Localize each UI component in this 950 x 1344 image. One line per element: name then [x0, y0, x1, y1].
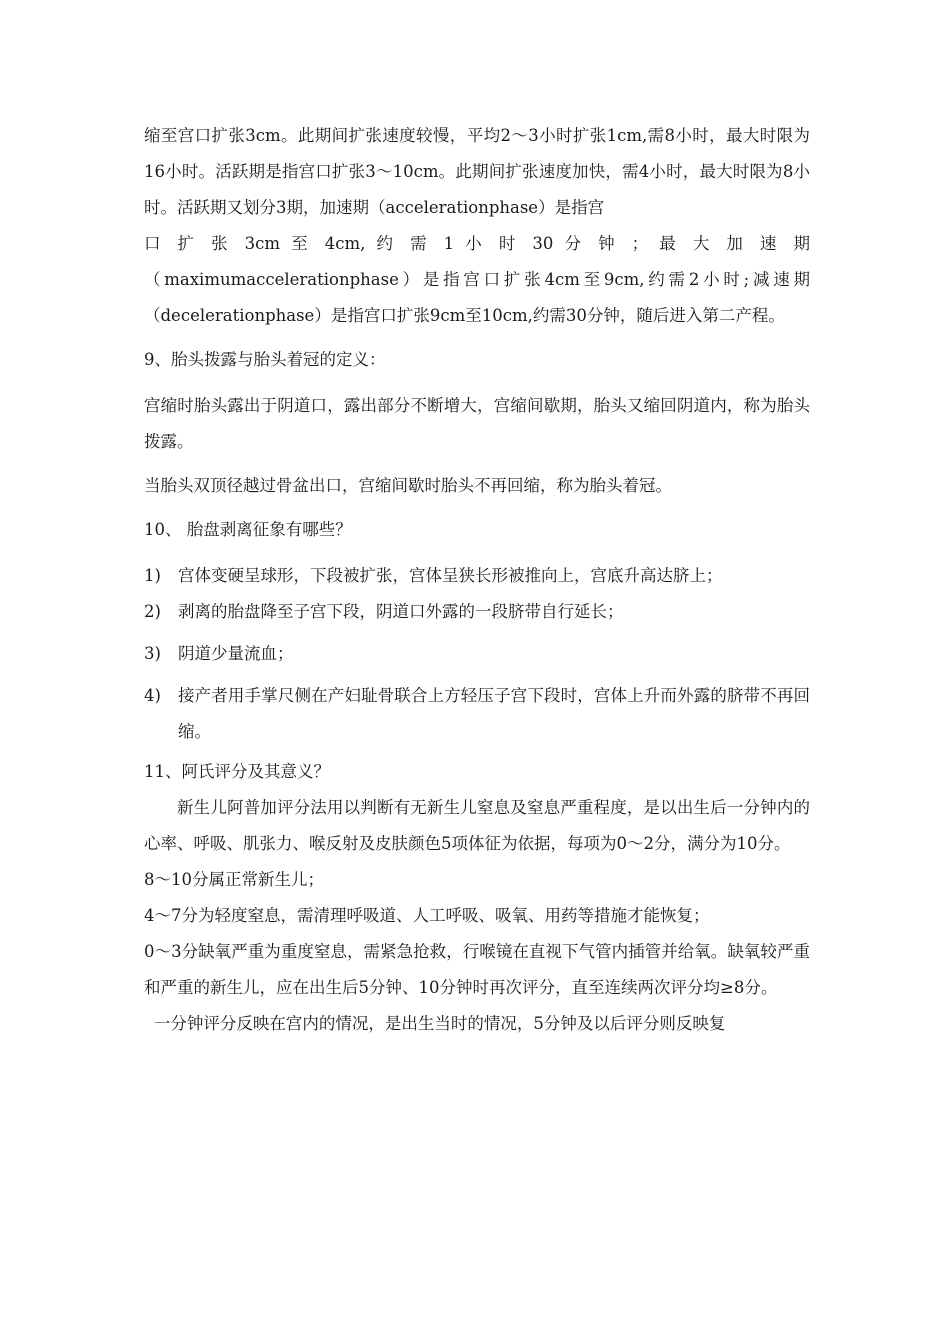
list-item — [144, 678, 810, 750]
section8-line2: 口 扩 张 3cm 至 4cm, 约 需 1 小 时 30 分 钟 ； 最 大 加 速 期 — [144, 234, 810, 253]
section11-para1: 新生儿阿普加评分法用以判断有无新生儿窒息及窒息严重程度，是以出生后一分钟内的心率、呼吸、肌张力、喉反射及皮肤颜色5项体征为依据，每项为0～2分，满分为10分。 — [144, 798, 810, 853]
list-item — [144, 594, 810, 630]
section10-heading: 10、 胎盘剥离征象有哪些？ — [144, 520, 352, 539]
section9-para1: 宫缩时胎头露出于阴道口，露出部分不断增大，宫缩间歇期，胎头又缩回阴道内，称为胎头拨露。 — [144, 396, 810, 451]
section11-mild: 4～7分为轻度窒息，需清理呼吸道、人工呼吸、吸氧、用药等措施才能恢复； — [144, 906, 710, 925]
list-item-number: 4) — [144, 686, 161, 705]
section9-heading: 9、胎头拨露与胎头着冠的定义： — [144, 350, 386, 369]
section11-severe: 0～3分缺氧严重为重度窒息，需紧急抢救，行喉镜在直视下气管内插管并给氧。缺氧较严重和严重的新生儿，应在出生后5分钟、10分钟时再次评分，直至连续两次评分均≥8分。 — [144, 942, 810, 997]
list-item-number: 1) — [144, 566, 161, 585]
list-item — [144, 636, 810, 672]
document-page — [144, 118, 810, 1042]
section11-normal: 8～10分属正常新生儿； — [144, 870, 324, 889]
list-item — [144, 558, 810, 594]
section8-line1: 缩至宫口扩张3cm。此期间扩张速度较慢，平均2～3小时扩张1cm,需8小时，最大时限为16小时。活跃期是指宫口扩张3～10cm。此期间扩张速度加快，需4小时，最大时限为8小时。活跃期又划分3期，加速期（accelerationphase）是指宫 — [144, 126, 810, 217]
section9-para2: 当胎头双顶径越过骨盆出口，宫缩间歇时胎头不再回缩，称为胎头着冠。 — [144, 476, 672, 495]
list-item-text: 宫体变硬呈球形，下段被扩张，宫体呈狭长形被推向上，宫底升高达脐上； — [178, 566, 723, 585]
list-item-text: 接产者用手掌尺侧在产妇耻骨联合上方轻压子宫下段时，宫体上升而外露的脐带不再回缩。 — [178, 686, 810, 741]
list-item-text: 剥离的胎盘降至子宫下段，阴道口外露的一段脐带自行延长； — [178, 602, 624, 621]
list-item-text: 阴道少量流血； — [178, 644, 294, 663]
section11-heading: 11、阿氏评分及其意义？ — [144, 762, 330, 781]
list-item-number: 3) — [144, 644, 161, 663]
section8-line3: （maximumaccelerationphase）是指宫口扩张4cm至9cm,约需2小时;减速期（decelerationphase）是指宫口扩张9cm至10cm,约需30分钟，随后进入第二产程。 — [144, 270, 810, 325]
section11-last-para: 一分钟评分反映在宫内的情况，是出生当时的情况，5分钟及以后评分则反映复 — [153, 1014, 726, 1033]
list-item-number: 2) — [144, 602, 161, 621]
